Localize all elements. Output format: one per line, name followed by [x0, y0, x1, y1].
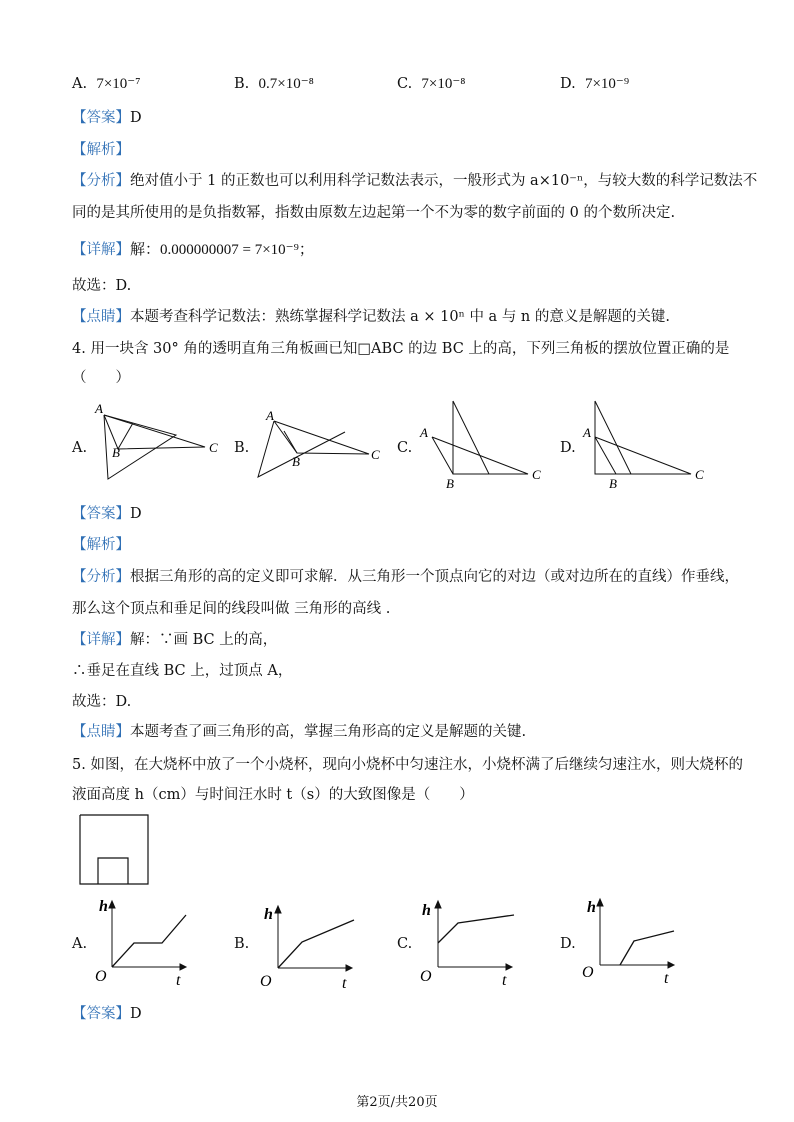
- vertex-label-a: A: [583, 425, 591, 440]
- q3-option-b: B. 0.7×10⁻⁸: [234, 76, 314, 92]
- q3-fenxi-line1: 【分析】绝对值小于 1 的正数也可以利用科学记数法表示，一般形式为 a×10⁻ⁿ，与较大数的科学记数法不: [72, 173, 758, 189]
- q4-option-d-label: D.: [560, 440, 576, 456]
- q3-option-d: D. 7×10⁻⁹: [560, 76, 630, 92]
- triangle-abc: [595, 437, 691, 474]
- vertex-label-a: A: [266, 408, 274, 423]
- origin-label: O: [260, 973, 272, 990]
- q5-option-d-label: D.: [560, 936, 576, 952]
- origin-label: O: [95, 968, 107, 985]
- origin-label: O: [582, 964, 594, 981]
- q3-dianjing: 【点睛】本题考查科学记数法：熟练掌握科学记数法 a × 10ⁿ 中 a 与 n 的意义是解题的关键.: [72, 309, 670, 325]
- h-axis-label: h: [587, 899, 596, 916]
- vertex-label-c: C: [371, 447, 380, 462]
- set-square: [453, 401, 489, 474]
- set-square: [595, 401, 631, 474]
- t-axis-label: t: [664, 970, 669, 987]
- q3-xiangjie: 【详解】解：0.000000007 = 7×10⁻⁹；: [72, 242, 314, 258]
- q5-graph-c: [418, 895, 518, 990]
- graph-line: [438, 915, 514, 943]
- q3-option-a: A. 7×10⁻⁷: [72, 76, 141, 92]
- q3-fenxi-line2: 同的是其所使用的是负指数幂，指数由原数左边起第一个不为零的数字前面的 0 的个数所决定.: [72, 205, 676, 221]
- q5-option-a-label: A.: [72, 936, 88, 952]
- origin-label: O: [420, 968, 432, 985]
- vertex-label-c: C: [209, 440, 218, 455]
- q4-dianjing: 【点睛】本题考查了画三角形的高，掌握三角形高的定义是解题的关键.: [72, 724, 527, 740]
- q4-stem-line1: 4. 用一块含 30° 角的透明直角三角板画已知□ABC 的边 BC 上的高，下列三角板的摆放位置正确的是: [72, 341, 730, 357]
- q5-graph-b: [258, 900, 358, 995]
- graph-line: [278, 920, 354, 968]
- q4-xiangjie: 【详解】解：∵画 BC 上的高，: [72, 632, 278, 648]
- vertex-label-b: B: [112, 445, 120, 460]
- beaker-figure: [75, 812, 155, 887]
- small-beaker: [98, 858, 128, 884]
- q4-answer: 【答案】D: [72, 506, 142, 522]
- graph-line: [112, 915, 186, 967]
- h-axis-label: h: [264, 906, 273, 923]
- q5-graph-d: [580, 893, 680, 988]
- q5-option-b-label: B.: [234, 936, 250, 952]
- set-square: [258, 421, 345, 477]
- q4-figure-c: [415, 395, 550, 490]
- q5-option-c-label: C.: [397, 936, 413, 952]
- t-axis-label: t: [502, 972, 507, 989]
- q4-analysis-tag: 【解析】: [72, 537, 130, 553]
- q3-guxuan: 故选：D.: [72, 278, 132, 294]
- q4-figure-b: [252, 405, 387, 485]
- h-axis-label: h: [99, 898, 108, 915]
- t-axis-label: t: [176, 972, 181, 989]
- q4-option-b-label: B.: [234, 440, 250, 456]
- vertex-label-b: B: [292, 454, 300, 469]
- q5-stem-line2: 液面高度 h（cm）与时间汪水时 t（s）的大致图像是（ ）: [72, 787, 474, 803]
- q5-stem-line1: 5. 如图，在大烧杯中放了一个小烧杯，现向小烧杯中匀速注水，小烧杯满了后继续匀速注水，则大烧杯的: [72, 757, 743, 773]
- q5-answer: 【答案】D: [72, 1006, 142, 1022]
- vertex-label-c: C: [532, 467, 541, 482]
- h-axis-label: h: [422, 902, 431, 919]
- vertex-label-b: B: [609, 476, 617, 490]
- q4-stem-line2: （ ）: [72, 370, 130, 386]
- triangle-abc: [104, 415, 205, 449]
- q4-fenxi-line1: 【分析】根据三角形的高的定义即可求解．从三角形一个顶点向它的对边（或对边所在的直线）作垂线，: [72, 569, 739, 585]
- q4-option-c-label: C.: [397, 440, 413, 456]
- page-number: 第2页/共20页: [356, 1095, 438, 1110]
- vertex-label-a: A: [420, 425, 428, 440]
- t-axis-label: t: [342, 975, 347, 992]
- graph-line: [620, 931, 674, 965]
- vertex-label-c: C: [695, 467, 704, 482]
- q3-answer: 【答案】D: [72, 110, 142, 126]
- q4-guxuan: 故选：D.: [72, 694, 132, 710]
- q4-therefore: ∴垂足在直线 BC 上，过顶点 A，: [72, 663, 293, 679]
- q5-graph-a: [92, 895, 192, 990]
- vertex-label-a: A: [95, 401, 103, 416]
- q4-figure-a: [90, 395, 225, 490]
- q3-analysis-tag: 【解析】: [72, 142, 130, 158]
- vertex-label-b: B: [446, 476, 454, 490]
- q4-figure-d: [578, 395, 713, 490]
- large-beaker: [80, 815, 148, 884]
- q4-fenxi-line2: 那么这个顶点和垂足间的线段叫做 三角形的高线 .: [72, 601, 391, 617]
- q4-option-a-label: A.: [72, 440, 88, 456]
- q3-option-c: C. 7×10⁻⁸: [397, 76, 466, 92]
